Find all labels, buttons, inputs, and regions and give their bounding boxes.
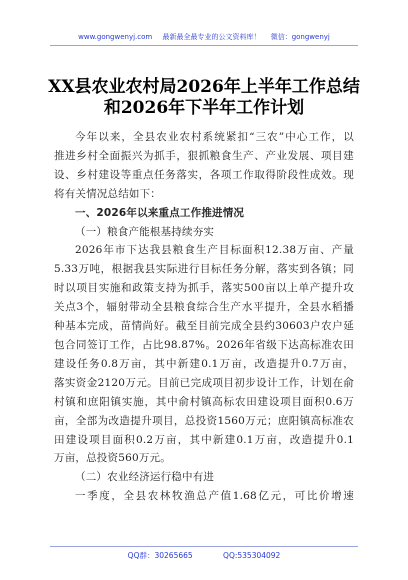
- header-wechat: 微信：gongwenyj: [270, 33, 330, 41]
- paragraph-line: 关点3个，辐射带动全县粮食综合生产水平提升，全县水稻播: [54, 301, 354, 314]
- subsection-heading-2: （二）农业经济运行稳中有进: [75, 471, 215, 484]
- footer-bar: [0, 550, 408, 561]
- document-title-line-2: 和2026年下半年工作计划: [103, 98, 305, 118]
- intro-line: 推进乡村全面振兴为抓手，狠抓粮食生产、产业发展、项目建: [54, 149, 354, 162]
- paragraph-line: 落实资金2120万元。目前已完成项目初步设计工作，计划在俞: [54, 376, 354, 389]
- document-title-line-1: XX县农业农村局2026年上半年工作总结: [48, 77, 360, 97]
- paragraph-line: 村镇和庶阳镇实施，其中俞村镇高标农田建设项目面积0.6万: [54, 395, 354, 408]
- paragraph-line: 一季度，全县农林牧渔总产值1.68亿元，可比价增速: [75, 490, 354, 503]
- header-divider: [50, 45, 358, 46]
- paragraph-line: 种基本完成，苗情尚好。截至目前完成全县约30603户农户延: [54, 320, 354, 333]
- document-body: [54, 128, 354, 506]
- paragraph-line: 包合同签订工作，占比98.87%。2026年省级下达高标准农田: [54, 338, 354, 351]
- subsection-heading-1: （一）粮食产能根基持续夯实: [75, 225, 215, 238]
- paragraph-line: 时以项目实施和政策支持为抓手，落实500亩以上单产提升攻: [54, 282, 354, 295]
- paragraph-line: 万亩，总投资560万元。: [54, 452, 171, 465]
- header-tagline: 最新最全最专业的公文资料库！: [162, 33, 261, 41]
- header-bar: [0, 32, 408, 42]
- paragraph-line: 2026年市下达我县粮食生产目标面积12.38万亩、产量: [75, 244, 354, 257]
- footer-qq-contact: QQ:535304092: [223, 551, 281, 560]
- paragraph-line: 亩，全部为改造提升项目，总投资1560万元；庶阳镇高标准农: [54, 414, 354, 427]
- footer-divider: [50, 546, 358, 547]
- intro-line: 设、乡村建设等重点任务落实，各项工作取得阶段性成效。现: [54, 168, 354, 181]
- footer-qq-group: QQ群：30265665: [127, 551, 193, 560]
- intro-line: 将有关情况总结如下：: [54, 187, 161, 200]
- paragraph-line: 5.33万吨，根据我县实际进行目标任务分解，落实到各镇；同: [54, 263, 354, 276]
- paragraph-line: 田建设项目面积0.2万亩，其中新建0.1万亩，改造提升0.1: [54, 433, 354, 446]
- intro-line: 今年以来，全县农业农村系统紧扣“三农”中心工作，以: [75, 131, 354, 143]
- section-heading-1: 一、2026年以来重点工作推进情况: [75, 206, 245, 219]
- paragraph-line: 建设任务0.8万亩，其中新建0.1万亩，改造提升0.7万亩，: [54, 357, 354, 370]
- header-website-link[interactable]: www.gongwenyj.com: [78, 33, 153, 41]
